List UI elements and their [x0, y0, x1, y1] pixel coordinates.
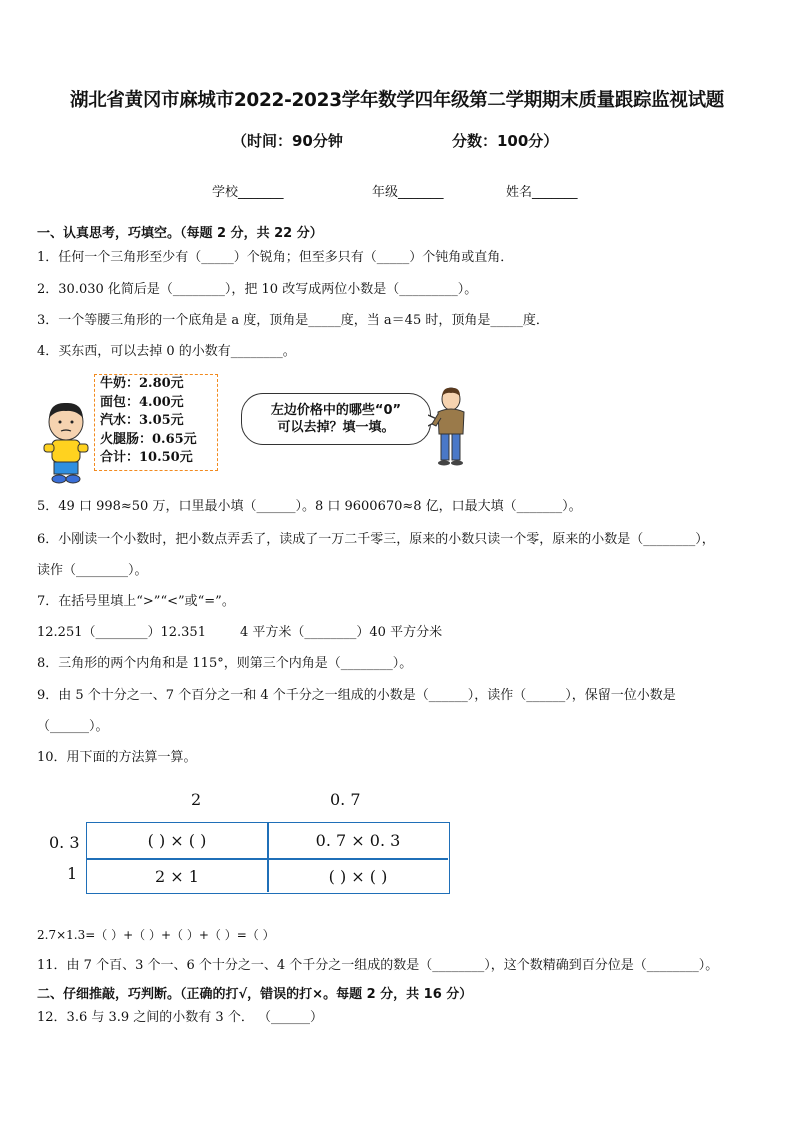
question-5: 5．49 口 998≈50 万，口里最小填（______）。8 口 9600670≈8 亿，口最大填（_______）。: [37, 499, 582, 514]
name-field: 姓名_______: [506, 185, 578, 200]
grid-cell-d: ( ) × ( ): [328, 867, 388, 886]
multiplication-grid: [86, 822, 450, 894]
boy-illustration: [40, 400, 92, 486]
question-7-b: 4 平方米（________）40 平方分米: [240, 625, 443, 640]
price-item: 面包：4.00元: [100, 394, 184, 410]
exam-score: 分数：100分）: [452, 132, 559, 150]
bubble-line-1: 左边价格中的哪些“0”: [270, 403, 402, 418]
question-6-cont: 读作（________）。: [37, 563, 148, 578]
question-11: 11．由 7 个百、3 个一、6 个十分之一、4 个千分之一组成的数是（________），这个数精确到百分位是（________）。: [37, 958, 719, 973]
question-9-cont: （______）。: [37, 719, 109, 734]
question-10: 10．用下面的方法算一算。: [37, 750, 197, 765]
exam-time: （时间：90分钟: [232, 132, 343, 150]
price-item: 牛奶：2.80元: [100, 376, 184, 391]
question-2: 2．30.030 化简后是（________），把 10 改写成两位小数是（_________）。: [37, 282, 478, 297]
price-item: 火腿肠：0.65元: [100, 431, 197, 447]
question-10-sum: 2.7×1.3=（ ）+（ ）+（ ）+（ ）=（ ）: [37, 928, 275, 942]
price-item: 汽水：3.05元: [100, 413, 184, 428]
grid-cell-b: 0. 7 × 0. 3: [315, 831, 401, 850]
bubble-line-2: 可以去掉？填一填。: [277, 420, 395, 435]
grade-field: 年级_______: [372, 185, 444, 200]
page-title: 湖北省黄冈市麻城市2022-2023学年数学四年级第二学期期末质量跟踪监视试题: [70, 90, 724, 111]
question-8: 8．三角形的两个内角和是 115°，则第三个内角是（________）。: [37, 656, 413, 671]
grid-col-label-1: 2: [191, 790, 202, 809]
school-field: 学校_______: [212, 185, 284, 200]
price-item: 合计：10.50元: [100, 450, 193, 465]
question-4: 4．买东西，可以去掉 0 的小数有________。: [37, 344, 296, 359]
man-illustration: [430, 386, 470, 466]
question-7-a: 12.251（________）12.351: [37, 625, 206, 640]
section-1-heading: 一、认真思考，巧填空。（每题 2 分，共 22 分）: [37, 226, 323, 241]
question-6: 6．小刚读一个小数时，把小数点弄丢了，读成了一万二千零三，原来的小数只读一个零，原来的小数是（________），: [37, 532, 715, 547]
grid-row-label-2: 1: [67, 864, 78, 883]
speech-bubble: [241, 393, 431, 445]
section-2-heading: 二、仔细推敲，巧判断。（正确的打√，错误的打×。每题 2 分，共 16 分）: [37, 987, 473, 1002]
price-list-box: [94, 374, 218, 471]
grid-cell-c: 2 × 1: [155, 867, 199, 886]
question-1: 1．任何一个三角形至少有（_____）个锐角；但至多只有（_____）个钝角或直角．: [37, 250, 514, 265]
question-12: 12．3.6 与 3.9 之间的小数有 3 个． （______）: [37, 1010, 323, 1025]
question-9: 9．由 5 个十分之一、7 个百分之一和 4 个千分之一组成的小数是（______），读作（______），保留一位小数是: [37, 688, 676, 703]
question-7: 7．在括号里填上“>”“<”或“=”。: [37, 594, 235, 609]
grid-row-label-1: 0. 3: [49, 833, 80, 852]
grid-col-label-2: 0. 7: [330, 790, 361, 809]
question-3: 3．一个等腰三角形的一个底角是 a 度，顶角是_____度，当 a＝45 时，顶角是_____度．: [37, 313, 549, 328]
grid-cell-a: ( ) × ( ): [147, 831, 207, 850]
